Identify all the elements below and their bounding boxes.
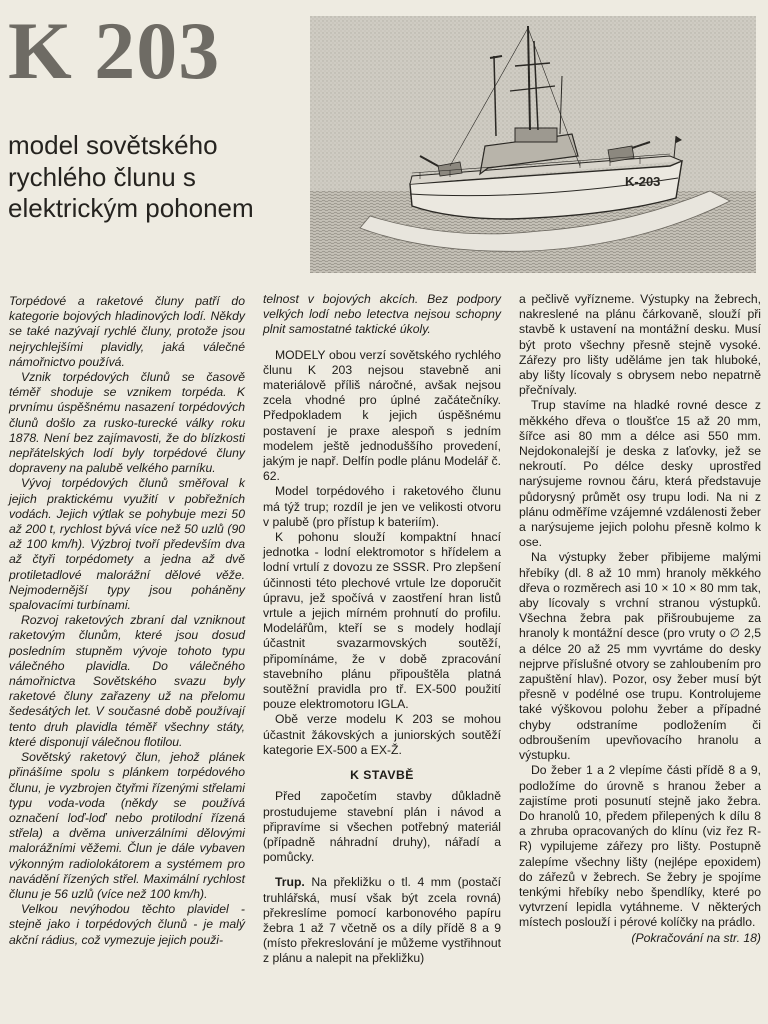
paragraph: Vývoj torpédových člunů směřoval k jejich praktickému využití v pobřežních vodách. Jejich výtlak se pohybuje mezi 50 až 200 t, rychlost bývá více než 50 uzlů (90 až 100 km/h). Výzbroj tvoří především dva až čtyři torpédomety a jedna až dvě protiletadlové malorážní dělové věže. Nejmodernější typy jsou poháněny spalovacími turbínami. xyxy=(9,476,245,613)
paragraph: Model torpédového i raketového člunu má týž trup; rozdíl je jen ve velikosti otvoru v palubě (pro přístup k bateriím). xyxy=(263,484,501,529)
paragraph: telnost v bojových akcích. Bez podpory velkých lodí nebo letectva nejsou schopny plnit samostatné taktické úkoly. xyxy=(263,292,501,337)
paragraph xyxy=(263,875,501,966)
paragraph: Velkou nevýhodou těchto plavidel - stejně jako i torpédových člunů - je malý akční rádius, což vymezuje jejich použi- xyxy=(9,902,245,947)
column-1 xyxy=(9,294,245,948)
boat-photo xyxy=(310,16,756,273)
article-title: K 203 xyxy=(8,5,221,96)
section-heading: K STAVBĚ xyxy=(350,768,414,783)
paragraph: Vznik torpédových člunů se časově téměř shoduje se vznikem torpéda. K prvnímu úspěšnému nasazení torpédových člunů došlo za rusko-turecké války roku 1878. Není bez zajímavosti, že do blízkosti nepřátelských lodí byly torpédové čluny dopraveny na palubě velkého parníku. xyxy=(9,370,245,476)
paragraph: Obě verze modelu K 203 se mohou účastnit žákovských a juniorských soutěží kategorie EX-500 a EX-Ž. xyxy=(263,712,501,757)
paragraph: Do žeber 1 a 2 vlepíme části přídě 8 a 9, podložíme do úrovně s hranou žeber a zajistíme proti posunutí stejně jako žebra. Do hranolů 10, předem přilepených k dílu 8 a zhruba opracovaných do klínu (viz řez R-R) vypilujeme zářezy pro lišty. Postupně zalepíme všechny lišty (nejlépe epoxidem) do zářezů v žebrech. Se žebry je spojíme tenkými hřebíky nebo špendlíky, které po vytvrzení lepidla vytáhneme. V některých místech poslouží i pérové kolíčky na prádlo. xyxy=(519,763,761,930)
paragraph: Torpédové a raketové čluny patří do kategorie bojových hladinových lodí. Někdy se také nazývají rychlé čluny, protože jsou nejrychlejšími plavidly, jaká válečné námořnictvo používá. xyxy=(9,294,245,369)
paragraph-text: Na překližku o tl. 4 mm (postačí truhlářská, musí však být zcela rovná) překreslíme pomocí karbonového papíru žebra 1 až 7 včetně os a díly přídě 8 a 9 (místo překreslování je můžeme vystřihnout z plánu a nalepit na překližku) xyxy=(263,875,501,966)
paragraph-label: Trup. xyxy=(275,875,305,890)
paragraph: Trup stavíme na hladké rovné desce z měkkého dřeva o tloušťce 15 až 20 mm, šířce asi 80 mm a délce asi 550 mm. Nejdokonalejší je deska z laťovky, jež se nekroutí. Po délce desky uprostřed narýsujeme rovnou čáru, která představuje půdorysný průmět osy trupu lodi. Na ni z plánu odměříme vzájemné vzdálenosti žeber a narýsujeme jejich polohu přesně kolmo k ose. xyxy=(519,398,761,550)
paragraph: a pečlivě vyřízneme. Výstupky na žebrech, nakreslené na plánu čárkovaně, slouží při stavbě k ustavení na montážní desku. Musí být proto všechny přesně stejně vysoké. Zářezy pro lišty uděláme jen tak hluboké, aby lišty lícovaly s obrysem nebo nepatrně přečnívaly. xyxy=(519,292,761,398)
column-2 xyxy=(263,292,501,967)
paragraph: MODELY obou verzí sovětského rychlého člunu K 203 nejsou stavebně ani materiálově příliš náročné, avšak nejsou zcela vhodné pro úplné začátečníky. Předpokladem k jejich úspěšnému postavení je praxe alespoň s jedním modelem ještě jednoduššího provedení, jakým je např. Delfín podle plánu Modelář č. 62. xyxy=(263,347,501,484)
paragraph: K pohonu slouží kompaktní hnací jednotka - lodní elektromotor s hřídelem a lodní vrtulí z dovozu ze SSSR. Pro zlepšení účinnosti této plechové vrtule lze doporučit úpravu, jež spočívá v zaostření hran listů vrtule a jejich mírném prohnutí do profilu. Modelářům, kteří se s modely hodlají účastnit svazarmovských soutěží, připomínáme, že v době zpracování stavebního plánu připouštěla platná soutěžní pravidla pro tř. EX-500 použití pouze elektromotoru IGLA. xyxy=(263,530,501,712)
continuation-note: (Pokračování na str. 18) xyxy=(631,930,761,945)
article-subtitle: model sovětského rychlého člunu s elektrickým pohonem xyxy=(8,130,254,223)
paragraph: Před započetím stavby důkladně prostudujeme stavební plán i návod a připravíme si všechen potřebný materiál (případně náhradní druhy), nářadí a pomůcky. xyxy=(263,789,501,865)
column-3 xyxy=(519,292,761,946)
paragraph: Na výstupky žeber přibijeme malými hřebíky (dl. 8 až 10 mm) hranoly měkkého dřeva o rozměrech asi 10 × 10 × 80 mm tak, aby lícovaly s vrchní stranou výstupků. Všechna žebra pak přišroubujeme za hranoly k montážní desce (pro vruty o ∅ 2,5 a délce 20 až 25 mm vyvrtáme do desky nejprve příslušné otvory se zahloubením pro zapuštění hlav). Pozor, osy žeber musí být přesně v podélné ose trupu. Kontrolujeme také výškovou polohu žeber a případné chyby odstraníme podložením či odbroušením upevňovacího hranolu a výstupku. xyxy=(519,550,761,763)
paragraph: Rozvoj raketových zbraní dal vzniknout raketovým člunům, které jsou dosud posledním stupněm vývoje tohoto typu válečného plavidla. Do válečného námořnictva Sovětského svazu byly raketové čluny zařazeny už na přelomu šedesátých let. V současné době používají tento druh plavidla téměř všechny státy, které disponují válečnou flotilou. xyxy=(9,613,245,749)
hull-number: K-203 xyxy=(625,174,661,189)
paragraph: Sovětský raketový člun, jehož plánek přinášíme spolu s plánkem torpédového člunu, je vyzbrojen čtyřmi řízenými střelami typu voda-voda (někdy se používá označení loď-loď nebo protilodní řízená střela) a dvěma univerzálními dělovými malorážními věžemi. Člun je dále vybaven výkonným radiolokátorem a systémem pro navádění řízených střel. Maximální rychlost člunu je 56 uzlů (více než 100 km/h). xyxy=(9,750,245,901)
